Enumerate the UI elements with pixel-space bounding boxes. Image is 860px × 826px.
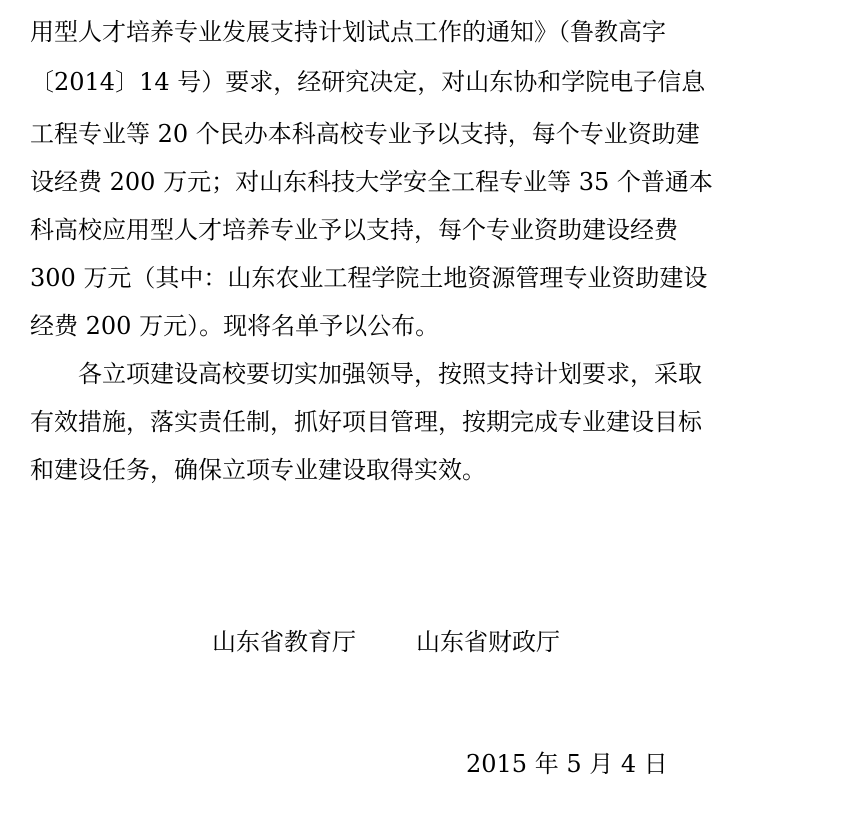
paragraph-line-3: 工程专业等 20 个民办本科高校专业予以支持，每个专业资助建 xyxy=(30,120,700,148)
paragraph-line-6: 300 万元（其中：山东农业工程学院土地资源管理专业资助建设 xyxy=(30,264,708,292)
paragraph-line-5: 科高校应用型人才培养专业予以支持，每个专业资助建设经费 xyxy=(30,216,678,244)
paragraph-line-9: 有效措施，落实责任制，抓好项目管理，按期完成专业建设目标 xyxy=(30,408,702,436)
paragraph-line-1: 用型人才培养专业发展支持计划试点工作的通知》（鲁教高字 xyxy=(30,18,666,46)
signature-block xyxy=(212,630,560,654)
signatory-finance-dept: 山东省财政厅 xyxy=(416,628,560,656)
paragraph-line-8: 各立项建设高校要切实加强领导，按照支持计划要求，采取 xyxy=(78,360,702,388)
paragraph-line-2: 〔2014〕14 号）要求，经研究决定，对山东协和学院电子信息 xyxy=(30,68,706,96)
paragraph-line-4: 设经费 200 万元；对山东科技大学安全工程专业等 35 个普通本 xyxy=(30,168,713,196)
document-date: 2015 年 5 月 4 日 xyxy=(466,750,668,778)
signatory-education-dept: 山东省教育厅 xyxy=(212,628,356,656)
paragraph-line-7: 经费 200 万元）。现将名单予以公布。 xyxy=(30,312,440,340)
paragraph-line-10: 和建设任务，确保立项专业建设取得实效。 xyxy=(30,456,486,484)
